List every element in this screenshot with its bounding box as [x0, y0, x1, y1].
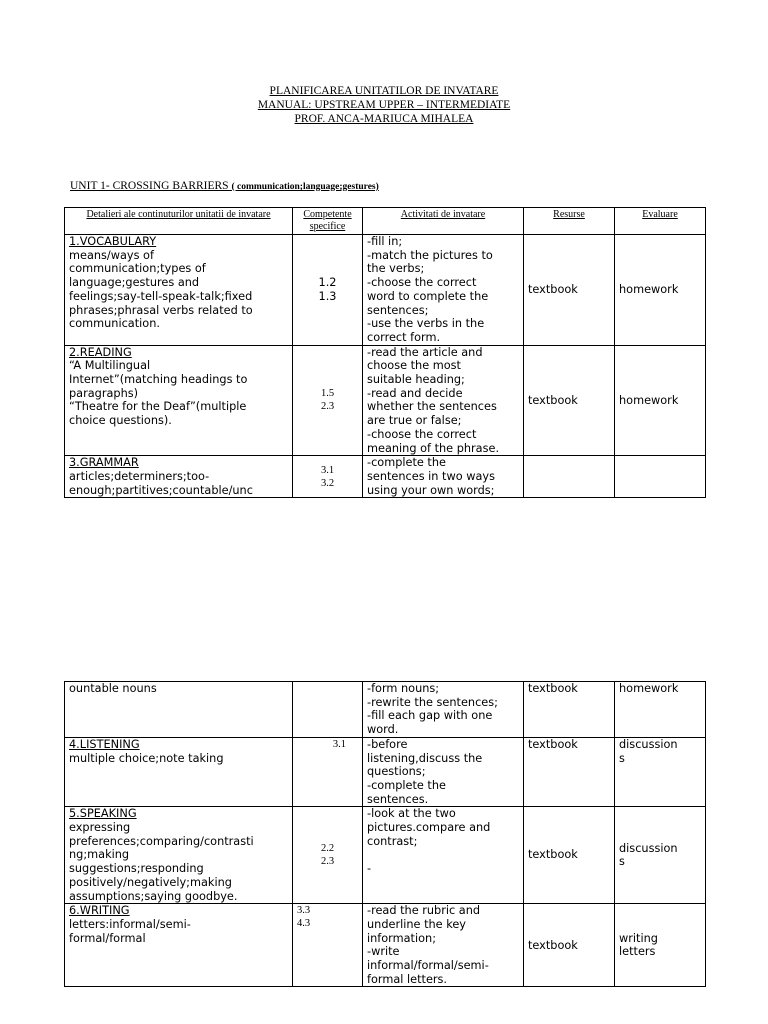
unit-title-subtitle: ( communication;language;gestures) — [231, 182, 379, 192]
section-heading: 4.LISTENING — [69, 737, 140, 751]
activities-cell: -complete the sentences in two ways using your own words; — [363, 456, 524, 498]
section-heading: 5.SPEAKING — [69, 807, 137, 821]
table-row-writing — [65, 904, 706, 987]
section-heading: 6.WRITING — [69, 904, 130, 918]
competences-cell: 3.1 — [293, 737, 363, 807]
resources-cell: textbook — [524, 235, 615, 346]
planning-table-part-2 — [64, 681, 706, 987]
section-heading: 1.VOCABULARY — [69, 235, 157, 248]
resources-cell: textbook — [524, 807, 615, 904]
col-header-evaluation: Evaluare — [615, 208, 706, 235]
activities-cell: -before listening,discuss the questions; -complete the sentences. — [363, 737, 524, 807]
table-row-grammar — [65, 456, 706, 498]
header-line-2: MANUAL: UPSTREAM UPPER – INTERMEDIATE — [257, 99, 511, 111]
activities-cell: -fill in; -match the pictures to the verbs; -choose the correct word to complete the sentences; -use the verbs in the correct form. — [363, 235, 524, 346]
details-cell: 3.GRAMMAR articles;determiners;too- enough;partitives;countable/unc — [65, 456, 293, 498]
evaluation-cell — [615, 456, 706, 498]
document-header — [0, 84, 768, 126]
header-line-3: PROF. ANCA-MARIUCA MIHALEA — [294, 113, 474, 125]
section-heading: 3.GRAMMAR — [69, 456, 139, 470]
table-row-grammar-continued — [65, 682, 706, 738]
details-cell: 6.WRITING letters:informal/semi- formal/formal — [65, 904, 293, 987]
activities-cell: -read the rubric and underline the key information; -write informal/formal/semi- formal letters. — [363, 904, 524, 987]
evaluation-cell: writing letters — [615, 904, 706, 987]
resources-cell: textbook — [524, 682, 615, 738]
details-cell: 1.VOCABULARY means/ways of communication;types of language;gestures and feelings;say-tell-speak-talk;fixed phrases;phrasal verbs related to communication. — [65, 235, 293, 346]
competences-cell — [293, 682, 363, 738]
unit-title — [70, 180, 379, 192]
resources-cell: textbook — [524, 737, 615, 807]
evaluation-cell: discussion s — [615, 737, 706, 807]
resources-cell — [524, 456, 615, 498]
evaluation-cell: homework — [615, 235, 706, 346]
col-header-details: Detalieri ale continuturilor unitatii de invatare — [65, 208, 293, 235]
competences-cell: 1.5 2.3 — [293, 345, 363, 456]
activities-cell: -form nouns; -rewrite the sentences; -fill each gap with one word. — [363, 682, 524, 738]
planning-table-part-1 — [64, 207, 706, 498]
details-cell: ountable nouns — [65, 682, 293, 738]
col-header-activities: Activitati de invatare — [363, 208, 524, 235]
activities-cell: -read the article and choose the most suitable heading; -read and decide whether the sentences are true or false; -choose the correct meaning of the phrase. — [363, 345, 524, 456]
details-cell: 4.LISTENING multiple choice;note taking — [65, 737, 293, 807]
evaluation-cell: homework — [615, 682, 706, 738]
header-line-1: PLANIFICAREA UNITATILOR DE INVATARE — [269, 85, 499, 97]
table-row-reading — [65, 345, 706, 456]
table-header-row — [65, 208, 706, 235]
section-heading: 2.READING — [69, 345, 132, 359]
competences-cell: 3.3 4.3 — [293, 904, 363, 987]
col-header-competences: Competente specifice — [293, 208, 363, 235]
details-cell: 2.READING “A Multilingual Internet”(matching headings to paragraphs) “Theatre for the Deaf”(multiple choice questions). — [65, 345, 293, 456]
activities-cell: -look at the two pictures.compare and contrast; - — [363, 807, 524, 904]
evaluation-cell: homework — [615, 345, 706, 456]
evaluation-cell: discussion s — [615, 807, 706, 904]
competences-cell: 3.1 3.2 — [293, 456, 363, 498]
resources-cell: textbook — [524, 904, 615, 987]
table-row-speaking — [65, 807, 706, 904]
unit-title-main: UNIT 1- CROSSING BARRIERS — [70, 180, 232, 192]
competences-cell: 1.2 1.3 — [293, 235, 363, 346]
table-row-listening — [65, 737, 706, 807]
resources-cell: textbook — [524, 345, 615, 456]
col-header-resources: Resurse — [524, 208, 615, 235]
details-cell: 5.SPEAKING expressing preferences;comparing/contrasti ng;making suggestions;responding positively/negatively;making assumptions;saying goodbye. — [65, 807, 293, 904]
competences-cell: 2.2 2.3 — [293, 807, 363, 904]
table-row-vocabulary — [65, 235, 706, 346]
